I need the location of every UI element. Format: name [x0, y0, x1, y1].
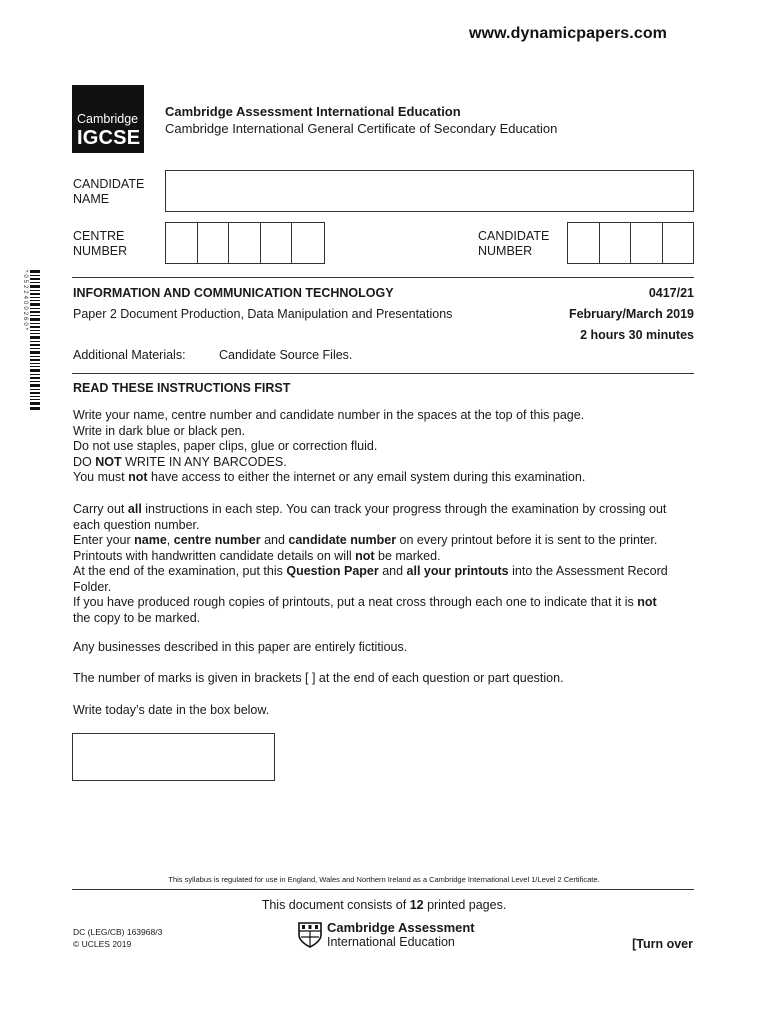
instructions-block-printouts	[73, 502, 703, 626]
candidate-number-cell[interactable]	[631, 223, 663, 263]
candidate-number-boxes[interactable]	[567, 222, 694, 264]
instruction-line: Printouts with handwritten candidate details on will not be marked.	[73, 548, 441, 563]
centre-number-cell[interactable]	[261, 223, 293, 263]
centre-number-cell[interactable]	[292, 223, 324, 263]
divider	[72, 889, 694, 890]
cambridge-assessment-text: Cambridge Assessment	[327, 920, 475, 935]
instruction-line: each question number.	[73, 517, 200, 532]
candidate-number-cell[interactable]	[663, 223, 694, 263]
instruction-line: You must not have access to either the internet or any email system during this examination.	[73, 470, 586, 484]
centre-number-cell[interactable]	[229, 223, 261, 263]
date-instruction: Write today’s date in the box below.	[73, 703, 270, 717]
document-code	[73, 926, 162, 950]
instruction-line: DO NOT WRITE IN ANY BARCODES.	[73, 454, 287, 469]
subject-title: INFORMATION AND COMMUNICATION TECHNOLOGY	[73, 286, 394, 300]
website-url: www.dynamicpapers.com	[469, 25, 668, 42]
regulation-note: This syllabus is regulated for use in England, Wales and Northern Ireland as a Cambridge International Level 1/Level 2 Certificate.	[168, 875, 600, 884]
marks-note: The number of marks is given in brackets [ ] at the end of each question or part question.	[73, 671, 564, 685]
instruction-line: the copy to be marked.	[73, 610, 201, 625]
instruction-line: Enter your name, centre number and candidate number on every printout before it is sent to the printer.	[73, 533, 658, 547]
instruction-line: Carry out all instructions in each step. You can track your progress through the examination by crossing out	[73, 502, 667, 516]
cambridge-shield-icon	[298, 922, 322, 948]
exam-session: February/March 2019	[568, 307, 694, 321]
organisation-name: Cambridge Assessment International Education	[165, 104, 461, 119]
candidate-number-label-line2: NUMBER	[478, 244, 533, 258]
centre-number-label-line2: NUMBER	[73, 244, 128, 258]
instruction-line: At the end of the examination, put this Question Paper and all your printouts into the Assessment Record	[73, 564, 668, 578]
dc-code: DC (LEG/CB) 163968/3	[73, 927, 163, 937]
instruction-line: Folder.	[73, 579, 112, 594]
cambridge-assessment-logo	[298, 920, 478, 952]
date-input-box[interactable]	[72, 733, 275, 781]
centre-number-label	[73, 229, 127, 259]
candidate-name-box[interactable]	[165, 170, 694, 212]
candidate-name-label-line2: NAME	[73, 192, 110, 206]
copyright: © UCLES 2019	[73, 939, 132, 949]
instruction-line: If you have produced rough copies of printouts, put a neat cross through each one to indicate that it is not	[73, 595, 657, 609]
candidate-number-label-line1: CANDIDATE	[478, 229, 550, 243]
centre-number-label-line1: CENTRE	[73, 229, 125, 243]
logo-cambridge-text: Cambridge	[77, 112, 139, 126]
divider	[72, 373, 694, 374]
igcse-logo	[72, 85, 144, 153]
candidate-number-cell[interactable]	[568, 223, 600, 263]
additional-materials-value: Candidate Source Files.	[219, 348, 353, 362]
turn-over-note: [Turn over	[632, 937, 693, 951]
qualification-name: Cambridge International General Certificate of Secondary Education	[165, 121, 558, 136]
additional-materials-label: Additional Materials:	[73, 348, 186, 362]
international-education-text: International Education	[327, 935, 455, 949]
candidate-name-label	[73, 177, 144, 207]
paper-title: Paper 2 Document Production, Data Manipulation and Presentations	[73, 307, 453, 321]
candidate-number-cell[interactable]	[600, 223, 632, 263]
barcode-digits: *0522400260*	[22, 270, 28, 333]
instruction-line: Do not use staples, paper clips, glue or correction fluid.	[73, 439, 378, 453]
instruction-line: Write your name, centre number and candidate number in the spaces at the top of this page.	[73, 408, 585, 422]
instructions-block-general	[73, 408, 703, 486]
centre-number-cell[interactable]	[166, 223, 198, 263]
logo-igcse-text: IGCSE	[77, 127, 141, 149]
page-count: This document consists of 12 printed pages.	[261, 898, 507, 912]
fictitious-note: Any businesses described in this paper are entirely fictitious.	[73, 640, 408, 654]
barcode-icon	[30, 270, 40, 410]
centre-number-cell[interactable]	[198, 223, 230, 263]
instruction-line: Write in dark blue or black pen.	[73, 423, 246, 438]
exam-duration: 2 hours 30 minutes	[580, 328, 694, 342]
instructions-heading: READ THESE INSTRUCTIONS FIRST	[73, 381, 291, 395]
divider	[72, 277, 694, 278]
syllabus-code: 0417/21	[648, 286, 694, 300]
candidate-name-label-line1: CANDIDATE	[73, 177, 145, 191]
centre-number-boxes[interactable]	[165, 222, 325, 264]
candidate-number-label	[478, 229, 549, 259]
